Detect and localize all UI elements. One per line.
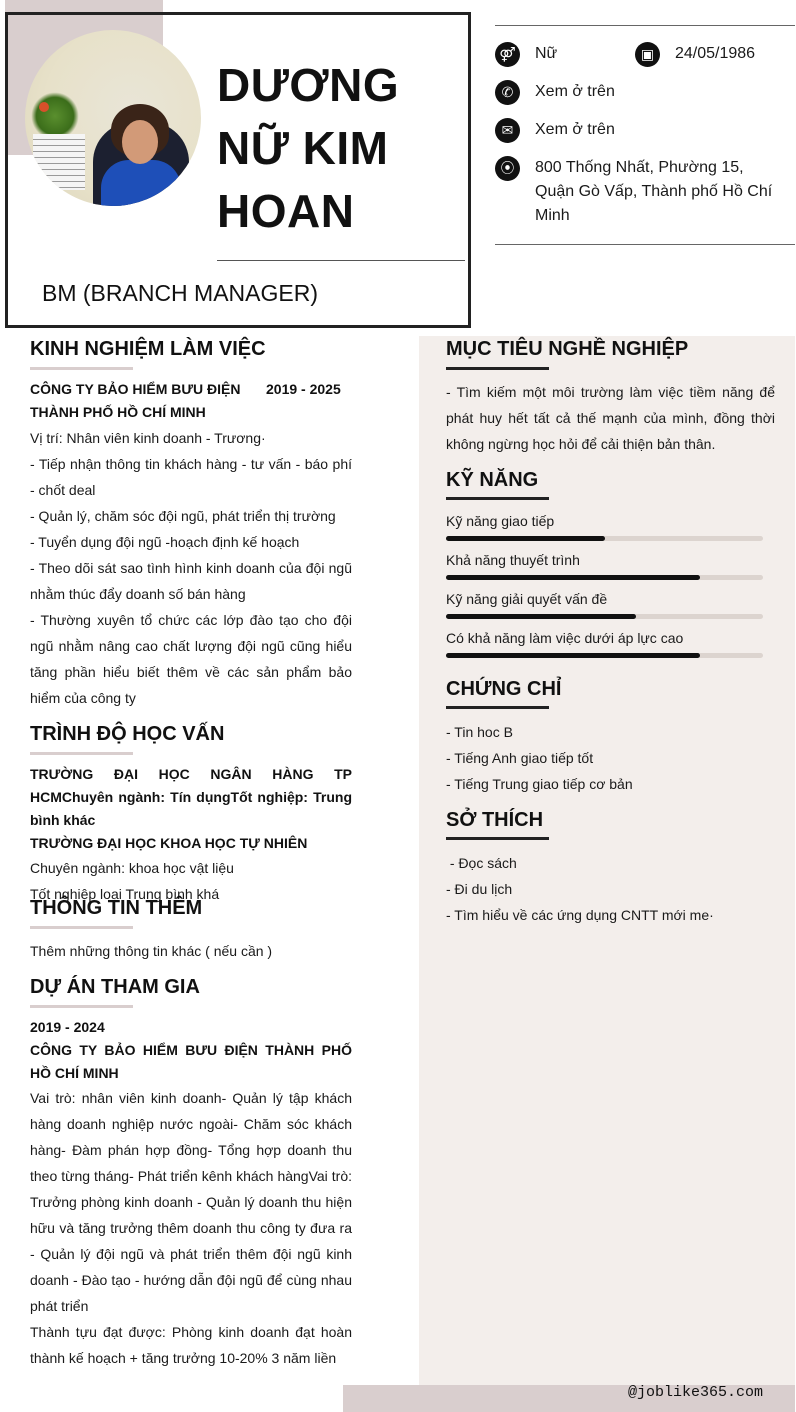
experience-details — [30, 425, 352, 711]
avatar-plant — [31, 92, 79, 140]
objective-underline — [446, 367, 549, 370]
education-line: Chuyên ngành: khoa học vật liệu — [30, 860, 234, 876]
experience-line: Vị trí: Nhân viên kinh doanh - Trương· — [30, 430, 266, 446]
contact-top-divider — [495, 25, 795, 26]
skill-label: Kỹ năng giao tiếp — [446, 513, 555, 529]
name-divider — [217, 260, 465, 261]
name-line: HOAN — [217, 185, 355, 237]
avatar-face — [122, 120, 158, 164]
education-details — [30, 763, 352, 907]
experience-heading: KINH NGHIỆM LÀM VIỆC — [30, 338, 266, 360]
certificates-heading: CHỨNG CHỈ — [446, 678, 562, 700]
hobbies-underline — [446, 837, 549, 840]
experience-line: - Theo dõi sát sao tình hình kinh doanh của đội ngũ nhằm thúc đẩy doanh số bán hàng — [30, 560, 352, 602]
experience-underline — [30, 367, 133, 370]
email-icon: ✉ — [495, 118, 520, 143]
hobby-item: - Đi du lịch — [446, 881, 513, 897]
education-school: TRƯỜNG ĐẠI HỌC NGÂN HÀNG TP HCMChuyên ngành: Tín dụngTốt nghiệp: Trung bình khác — [30, 766, 352, 828]
name-line: DƯƠNG — [217, 59, 400, 111]
job-title: BM (BRANCH MANAGER) — [42, 280, 319, 306]
projects-heading: DỰ ÁN THAM GIA — [30, 976, 200, 998]
projects-underline — [30, 1005, 133, 1008]
project-company: CÔNG TY BẢO HIỂM BƯU ĐIỆN THÀNH PHỐ HỒ CHÍ MINH — [30, 1042, 352, 1081]
skill-label: Khả năng thuyết trình — [446, 552, 580, 568]
avatar — [25, 30, 201, 206]
email-value: Xem ở trên — [535, 121, 615, 138]
avatar-shirt — [101, 160, 181, 206]
skill-label: Có khả năng làm việc dưới áp lực cao — [446, 630, 684, 646]
extra-info-heading: THÔNG TIN THÊM — [30, 897, 203, 919]
avatar-flower — [39, 102, 49, 112]
skills-heading: KỸ NĂNG — [446, 469, 539, 491]
name-line: NỮ KIM — [217, 122, 389, 174]
experience-line: - Tiếp nhận thông tin khách hàng - tư vấn - báo phí - chốt deal — [30, 456, 352, 498]
skill-bar-fill — [446, 653, 700, 658]
gender-value: Nữ — [535, 45, 558, 62]
skill-item — [446, 591, 763, 630]
skill-bar-fill — [446, 536, 605, 541]
footer-watermark: @joblike365.com — [628, 1384, 764, 1401]
education-underline — [30, 752, 133, 755]
birthday-value: 24/05/1986 — [675, 45, 756, 62]
certificate-item: - Tin hoc B — [446, 724, 513, 740]
candidate-name — [217, 54, 457, 243]
objective-text: - Tìm kiếm một môi trường làm việc tiềm năng để phát huy hết tất cả thế mạnh của mình, đồng thời không ngừng học hỏi để cải thiện bản thân. — [446, 384, 775, 452]
experience-line: - Quản lý, chăm sóc đội ngũ, phát triển thị trường — [30, 508, 336, 524]
education-school: TRƯỜNG ĐẠI HỌC KHOA HỌC TỰ NHIÊN — [30, 835, 308, 851]
extra-info-underline — [30, 926, 133, 929]
objective-heading: MỤC TIÊU NGHỀ NGHIỆP — [446, 338, 689, 360]
phone-icon: ✆ — [495, 80, 520, 105]
project-role: Vai trò: nhân viên kinh doanh- Quản lý tập khách hàng doanh nghiệp nước ngoài- Chăm sóc khách hàng- Đàm phán hợp đồng- Tổng hợp doanh thu theo từng tháng- Phát triển kênh khách hàngVai trò: Trưởng phòng kinh doanh - Quản lý doanh thu hiện hữu và tăng trưởng thêm doanh thu công ty đưa ra - Quản lý đội ngũ và phát triển thêm đội ngũ kinh doanh - Đào tạo - hướng dẫn đội ngũ để cùng nhau phát triển — [30, 1090, 352, 1314]
extra-info-text: Thêm những thông tin khác ( nếu cần ) — [30, 943, 273, 959]
hobby-item: - Đọc sách — [446, 855, 517, 871]
gender-icon: ⚤ — [495, 42, 520, 67]
skill-item — [446, 630, 763, 669]
hobbies-heading: SỞ THÍCH — [446, 809, 544, 831]
skill-bar-track — [446, 575, 763, 580]
project-achievement: Thành tựu đạt được: Phòng kinh doanh đạt hoàn thành kế hoạch + tăng trưởng 10-20% 3 năm liền — [30, 1324, 352, 1366]
experience-period: 2019 - 2025 — [266, 381, 341, 397]
hobbies-list — [446, 850, 775, 928]
certificate-item: - Tiếng Trung giao tiếp cơ bản — [446, 776, 633, 792]
skill-bar-track — [446, 536, 763, 541]
skill-bar-track — [446, 614, 763, 619]
project-period: 2019 - 2024 — [30, 1019, 105, 1035]
skill-item — [446, 552, 763, 591]
skills-underline — [446, 497, 549, 500]
projects-details — [30, 1016, 352, 1371]
contact-bottom-divider — [495, 244, 795, 245]
skill-bar-fill — [446, 614, 636, 619]
experience-line: - Thường xuyên tổ chức các lớp đào tạo cho đội ngũ nhằm nâng cao chất lượng đội ngũ cũng hiểu tăng phần hiểu biết thêm về các sản phẩm bảo hiểm của công ty — [30, 612, 352, 706]
certificates-list — [446, 719, 775, 797]
certificate-item: - Tiếng Anh giao tiếp tốt — [446, 750, 594, 766]
hobby-item: - Tìm hiểu về các ứng dụng CNTT mới me· — [446, 907, 714, 923]
skill-item — [446, 513, 763, 552]
address-value: 800 Thống Nhất, Phường 15, Quận Gò Vấp, Thành phố Hồ Chí Minh — [535, 159, 773, 224]
avatar-books — [33, 134, 85, 190]
certificates-underline — [446, 706, 549, 709]
experience-line: - Tuyển dụng đội ngũ -hoạch định kế hoạch — [30, 534, 300, 550]
skill-bar-track — [446, 653, 763, 658]
skill-bar-fill — [446, 575, 700, 580]
location-icon: ⦿ — [495, 156, 520, 181]
education-heading: TRÌNH ĐỘ HỌC VẤN — [30, 723, 225, 745]
phone-value: Xem ở trên — [535, 83, 615, 100]
skills-list — [446, 513, 763, 669]
calendar-icon: ▣ — [635, 42, 660, 67]
skill-label: Kỹ năng giải quyết vấn đề — [446, 591, 608, 607]
experience-company: CÔNG TY BẢO HIỂM BƯU ĐIỆN THÀNH PHỐ HỒ CHÍ MINH — [30, 381, 241, 420]
education-line: Tốt nghiệp loại Trung bình khá — [30, 886, 220, 902]
